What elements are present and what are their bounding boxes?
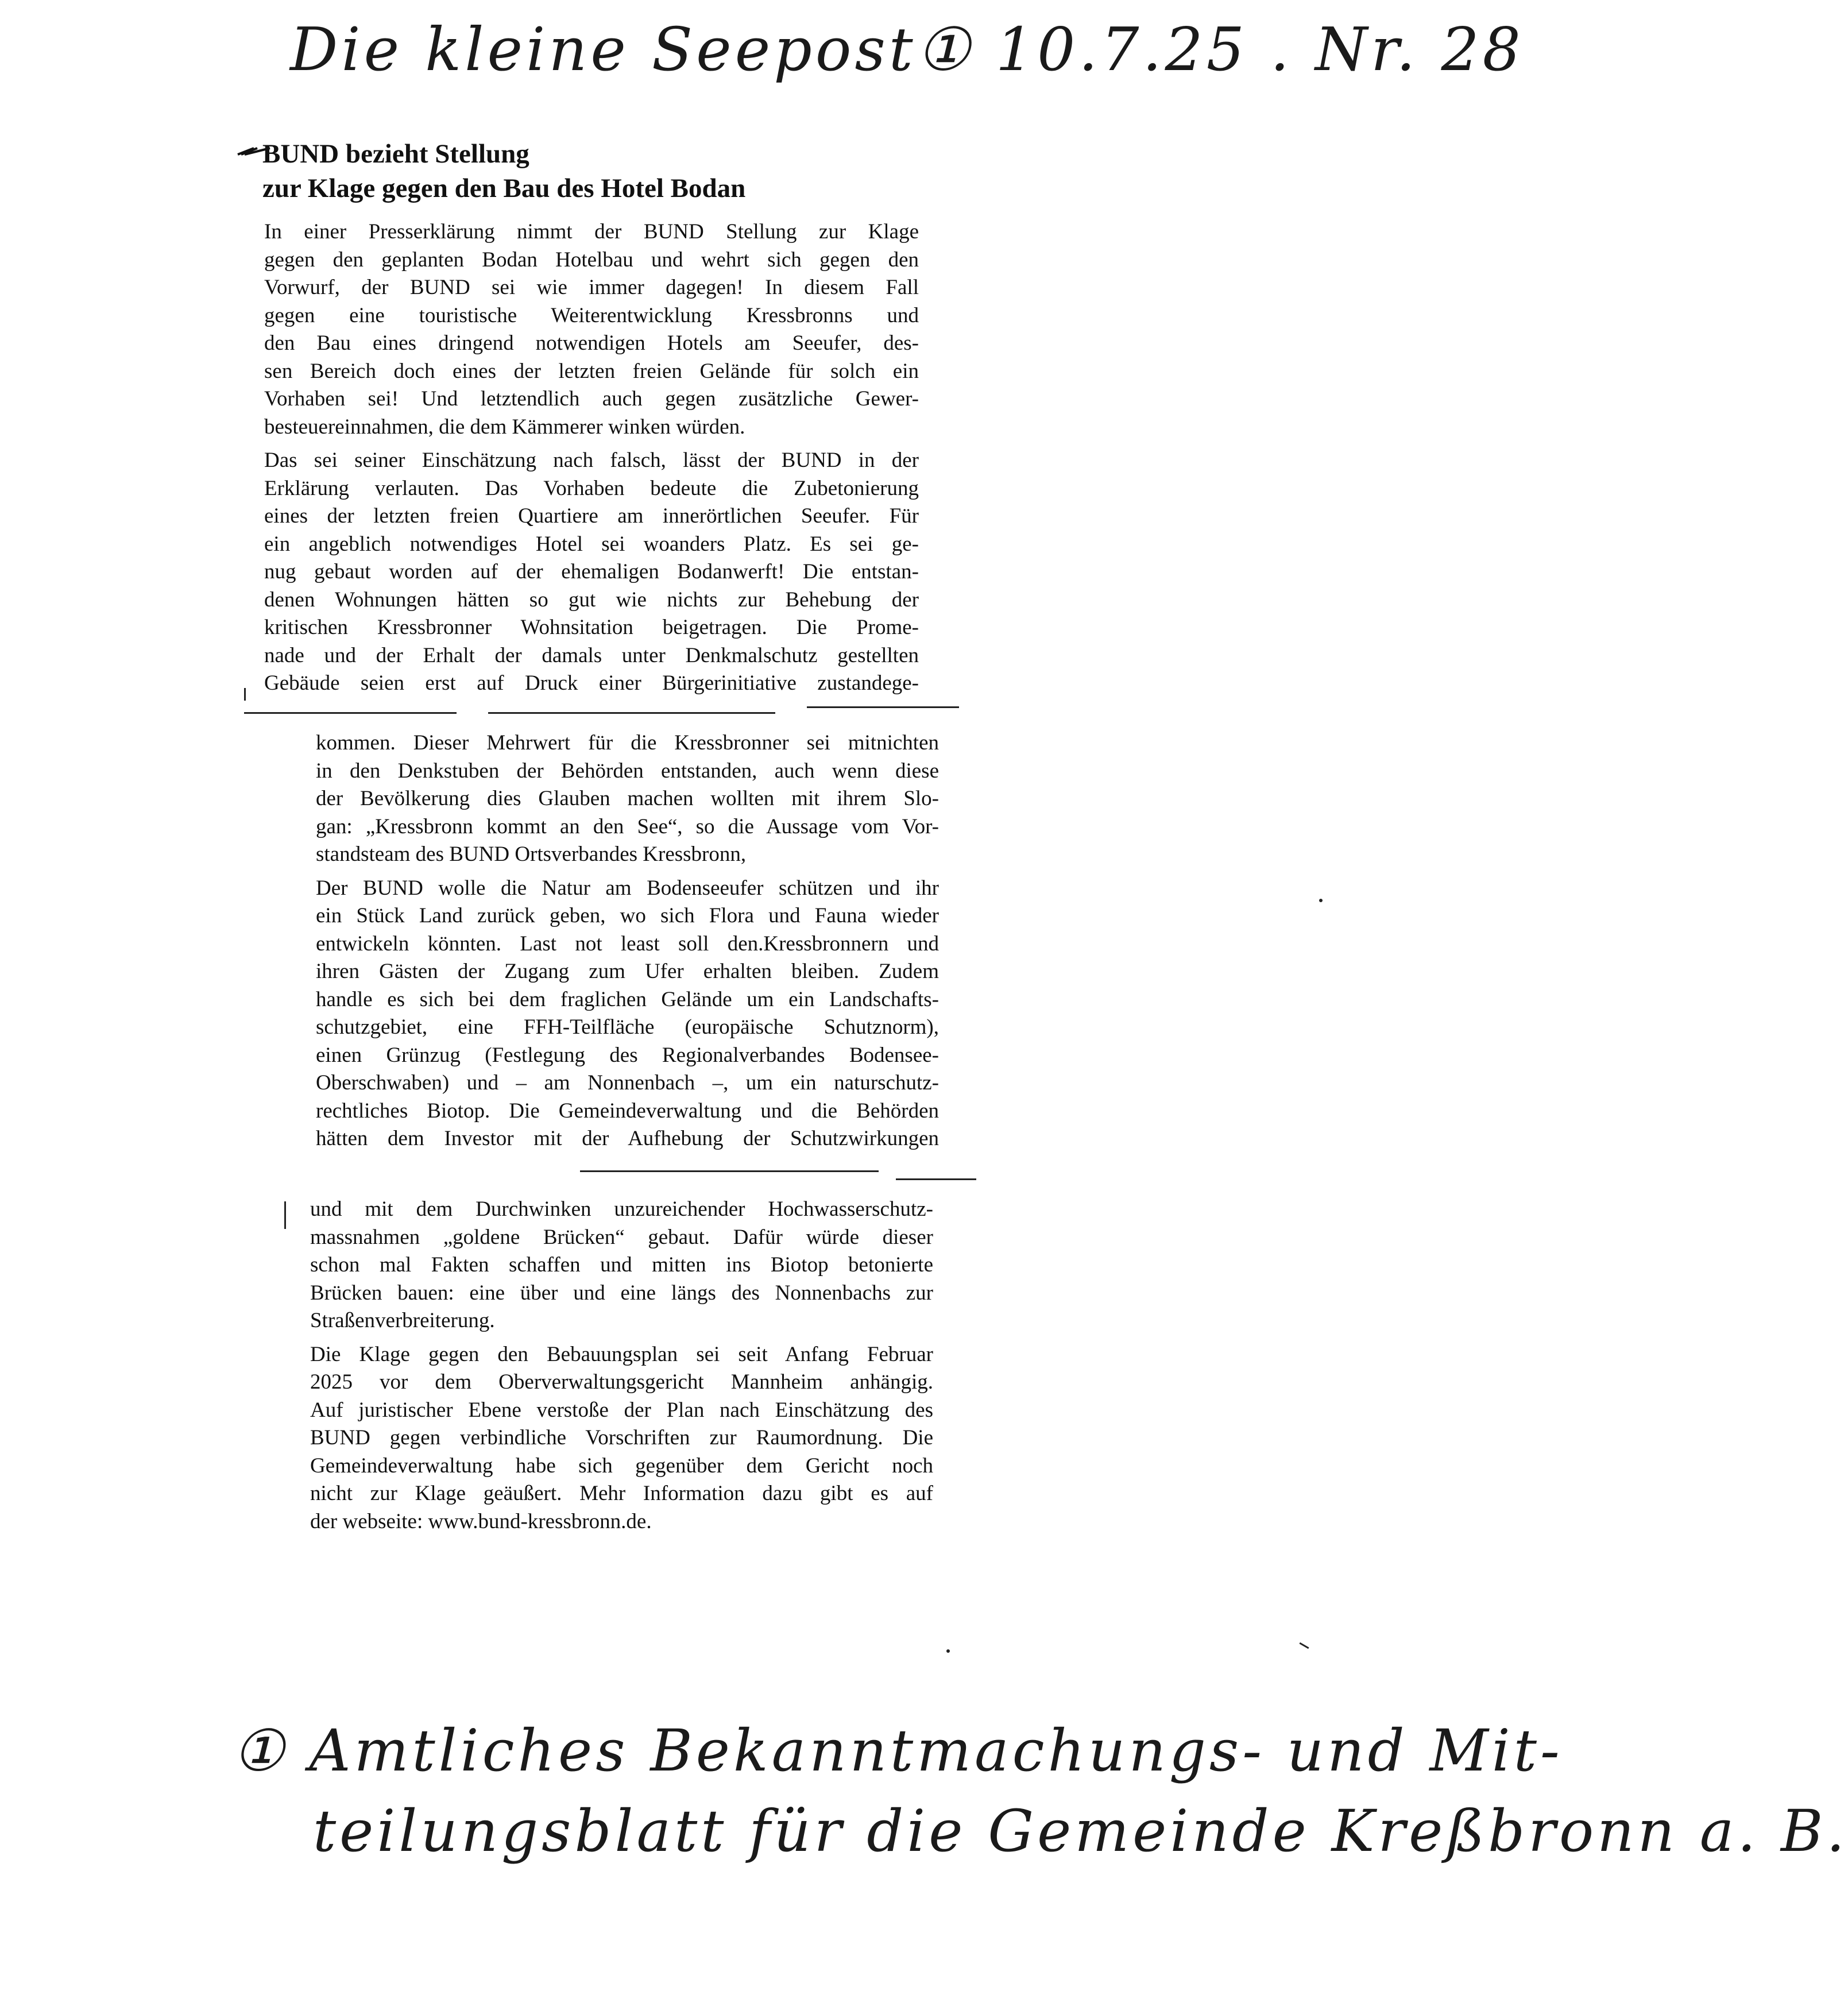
text-line: Auf juristischer Ebene verstoße der Plan nach Einschätzung des bbox=[310, 1398, 933, 1422]
text-line: Brücken bauen: eine über und eine längs des Nonnenbachs zur bbox=[310, 1281, 933, 1305]
text-line: Die Klage gegen den Bebauungsplan sei seit Anfang Februar bbox=[310, 1342, 933, 1366]
article-column-3 bbox=[310, 1196, 933, 1541]
text-line: besteuereinnahmen, die dem Kämmerer winken würden. bbox=[264, 415, 745, 439]
text-line: ein Stück Land zurück geben, wo sich Flora und Fauna wieder bbox=[316, 904, 939, 927]
text-line: rechtliches Biotop. Die Gemeindeverwaltung und die Behörden bbox=[316, 1099, 939, 1123]
handwritten-header: Die kleine Seepost① 10.7.25 . Nr. 28 bbox=[290, 14, 1524, 84]
text-line: handle es sich bei dem fraglichen Gelände um ein Landschafts- bbox=[316, 987, 939, 1011]
text-line: ihren Gästen der Zugang zum Ufer erhalten bleiben. Zudem bbox=[316, 960, 939, 983]
text-line: der Bevölkerung dies Glauben machen wollten mit ihrem Slo- bbox=[316, 787, 939, 810]
article-column-1 bbox=[264, 218, 919, 703]
text-line: ein angeblich notwendiges Hotel sei woanders Platz. Es sei ge- bbox=[264, 532, 919, 556]
text-line: Vorwurf, der BUND sei wie immer dagegen! In diesem Fall bbox=[264, 276, 919, 299]
headline-line-1: BUND bezieht Stellung bbox=[262, 139, 529, 169]
text-line: Straßenverbreiterung. bbox=[310, 1309, 495, 1332]
scan-mark bbox=[284, 1201, 286, 1229]
text-line: schutzgebiet, eine FFH-Teilfläche (europäische Schutznorm), bbox=[316, 1015, 939, 1039]
text-line: eines der letzten freien Quartiere am innerörtlichen Seeufer. Für bbox=[264, 504, 919, 528]
text-line: gan: „Kressbronn kommt an den See“, so die Aussage vom Vor- bbox=[316, 814, 939, 838]
text-line: Der BUND wolle die Natur am Bodenseeufer schützen und ihr bbox=[316, 876, 939, 900]
text-line: kritischen Kressbronner Wohnsitation beigetragen. Die Prome- bbox=[264, 616, 919, 639]
text-line: sen Bereich doch eines der letzten freien Gelände für solch ein bbox=[264, 359, 919, 383]
text-line: Vorhaben sei! Und letztendlich auch gegen zusätzliche Gewer- bbox=[264, 387, 919, 411]
text-line: den Bau eines dringend notwendigen Hotels am Seeufer, des- bbox=[264, 331, 919, 355]
cut-line bbox=[807, 706, 959, 708]
text-line: in den Denkstuben der Behörden entstanden, auch wenn diese bbox=[316, 759, 939, 783]
text-line: Gemeindeverwaltung habe sich gegenüber dem Gericht noch bbox=[310, 1454, 933, 1478]
cut-line bbox=[896, 1178, 976, 1180]
text-line: massnahmen „goldene Brücken“ gebaut. Dafür würde dieser bbox=[310, 1225, 933, 1249]
text-line: standsteam des BUND Ortsverbandes Kressbronn, bbox=[316, 842, 747, 866]
text-line: gegen den geplanten Bodan Hotelbau und wehrt sich gegen den bbox=[264, 248, 919, 272]
text-line: 2025 vor dem Oberverwaltungsgericht Mannheim anhängig. bbox=[310, 1370, 933, 1394]
text-line: nade und der Erhalt der damals unter Denkmalschutz gestellten bbox=[264, 643, 919, 667]
scan-speck bbox=[946, 1649, 950, 1653]
text-line: der webseite: www.bund-kressbronn.de. bbox=[310, 1509, 652, 1533]
text-line: Oberschwaben) und – am Nonnenbach –, um ein naturschutz- bbox=[316, 1071, 939, 1095]
headline-line-2: zur Klage gegen den Bau des Hotel Bodan bbox=[262, 173, 746, 203]
article-column-2 bbox=[316, 729, 939, 1159]
text-line: denen Wohnungen hätten so gut wie nichts zur Behebung der bbox=[264, 587, 919, 612]
cut-line bbox=[580, 1170, 879, 1172]
text-line: hätten dem Investor mit der Aufhebung der Schutzwirkungen bbox=[316, 1127, 939, 1150]
scan-mark bbox=[244, 688, 246, 701]
text-line: gegen eine touristische Weiterentwicklung Kressbronns und bbox=[264, 303, 919, 327]
scan-mark bbox=[1299, 1642, 1309, 1649]
text-line: In einer Presserklärung nimmt der BUND Stellung zur Klage bbox=[264, 220, 919, 243]
text-line: nug gebaut worden auf der ehemaligen Bodanwerft! Die entstan- bbox=[264, 560, 919, 583]
text-line: Das sei seiner Einschätzung nach falsch, lässt der BUND in der bbox=[264, 449, 919, 472]
text-line: entwickeln könnten. Last not least soll den.Kressbronnern und bbox=[316, 931, 939, 956]
text-line: einen Grünzug (Festlegung des Regionalverbandes Bodensee- bbox=[316, 1043, 939, 1067]
text-line: kommen. Dieser Mehrwert für die Kressbronner sei mitnichten bbox=[316, 731, 939, 755]
text-line: Erklärung verlauten. Das Vorhaben bedeute die Zubetonierung bbox=[264, 476, 919, 500]
text-line: BUND gegen verbindliche Vorschriften zur Raumordnung. Die bbox=[310, 1426, 933, 1449]
text-line: Gebäude seien erst auf Druck einer Bürgerinitiative zustandege- bbox=[264, 671, 919, 695]
handwritten-footnote-line-2: teilungsblatt für die Gemeinde Kreßbronn a. B. bbox=[313, 1797, 1848, 1865]
handwritten-footnote-line-1: ① Amtliches Bekanntmachungs- und Mit- bbox=[233, 1717, 1563, 1784]
cut-line bbox=[488, 712, 775, 714]
text-line: nicht zur Klage geäußert. Mehr Information dazu gibt es auf bbox=[310, 1482, 933, 1505]
text-line: schon mal Fakten schaffen und mitten ins Biotop betonierte bbox=[310, 1253, 933, 1277]
cut-line bbox=[244, 712, 457, 714]
headline bbox=[262, 137, 745, 206]
text-line: und mit dem Durchwinken unzureichender Hochwasserschutz- bbox=[310, 1197, 933, 1221]
scan-speck bbox=[1319, 899, 1323, 902]
